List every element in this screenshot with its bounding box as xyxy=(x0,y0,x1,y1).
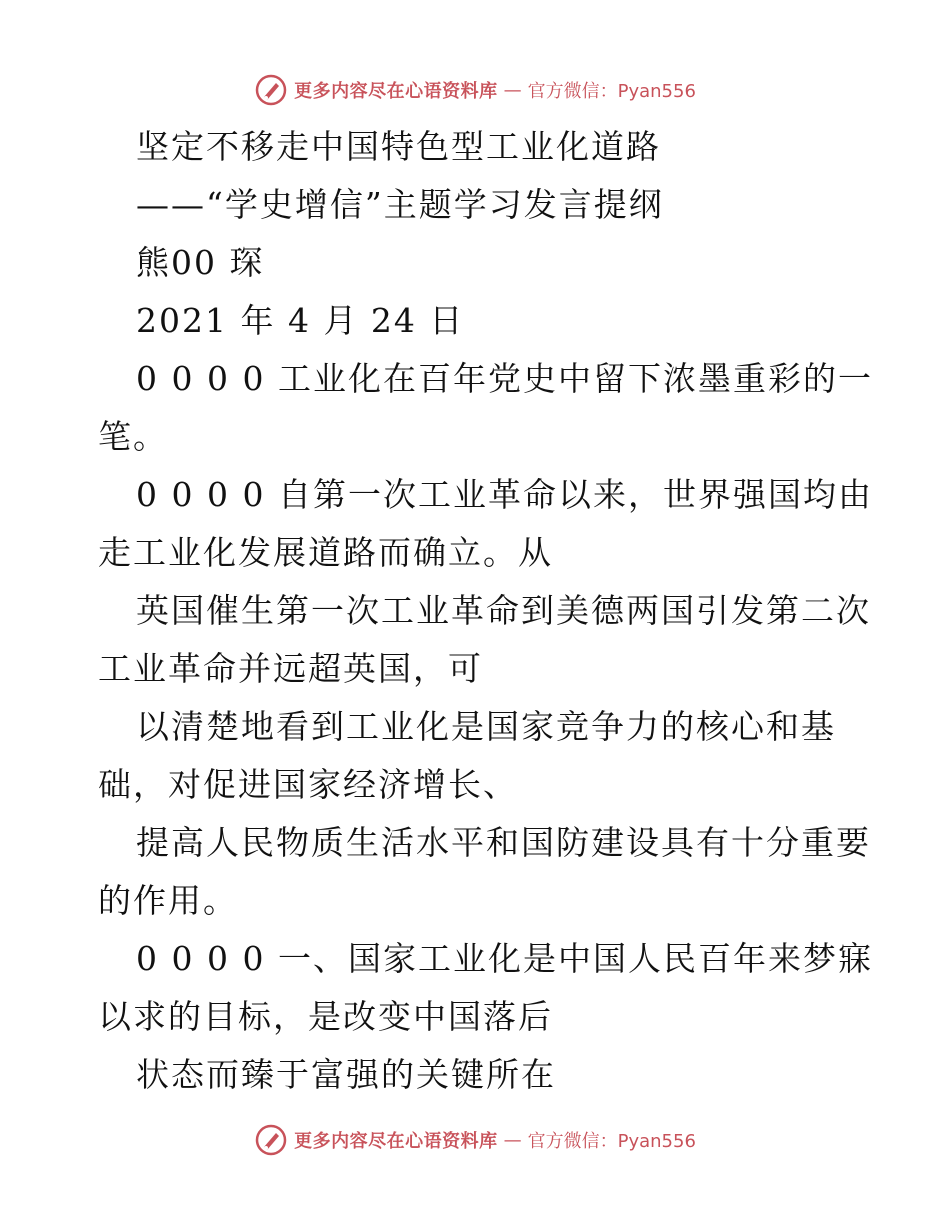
paragraph-line: 走工业化发展道路而确立。从 xyxy=(98,533,553,572)
paragraph-line: 0 0 0 0 自第一次工业革命以来，世界强国均由 xyxy=(136,475,873,514)
document-body xyxy=(98,118,873,1104)
paragraph xyxy=(98,1046,858,1104)
pen-logo-icon xyxy=(254,1123,288,1157)
banner-wechat-text: 官方微信：Pyan556 xyxy=(527,81,696,102)
banner-separator: — xyxy=(503,1129,522,1151)
paragraph xyxy=(98,350,873,466)
document-date: 2021 年 4 月 24 日 xyxy=(136,301,465,340)
paragraph-line: 0 0 0 0 一、国家工业化是中国人民百年来梦寐 xyxy=(136,939,873,978)
document-author: 熊00 琛 xyxy=(136,243,265,282)
paragraph-line: 笔。 xyxy=(98,417,168,456)
paragraph-line: 的作用。 xyxy=(98,881,238,920)
paragraph-line: 础，对促进国家经济增长、 xyxy=(98,765,518,804)
document-subtitle: ——“学史增信”主题学习发言提纲 xyxy=(136,185,664,224)
footer-watermark-banner xyxy=(0,1120,950,1160)
paragraph xyxy=(98,582,871,698)
paragraph-line: 状态而臻于富强的关键所在 xyxy=(136,1055,556,1094)
document-title: 坚定不移走中国特色型工业化道路 xyxy=(136,127,661,166)
paragraph-line: 以求的目标，是改变中国落后 xyxy=(98,997,553,1036)
paragraph-line: 提高人民物质生活水平和国防建设具有十分重要 xyxy=(136,823,871,862)
banner-brand-text: 更多内容尽在心语资料库 xyxy=(294,1131,498,1152)
header-watermark-banner xyxy=(0,70,950,110)
paragraph-line: 英国催生第一次工业革命到美德两国引发第二次 xyxy=(136,591,871,630)
paragraph-line: 以清楚地看到工业化是国家竞争力的核心和基 xyxy=(136,707,836,746)
paragraph xyxy=(98,698,858,814)
banner-separator: — xyxy=(503,79,522,101)
paragraph xyxy=(98,466,873,582)
banner-brand-text: 更多内容尽在心语资料库 xyxy=(294,81,498,102)
paragraph xyxy=(98,814,871,930)
paragraph-line: 工业革命并远超英国，可 xyxy=(98,649,483,688)
paragraph xyxy=(98,930,873,1046)
banner-wechat-text: 官方微信：Pyan556 xyxy=(527,1131,696,1152)
pen-logo-icon xyxy=(254,73,288,107)
paragraph-line: 0 0 0 0 工业化在百年党史中留下浓墨重彩的一 xyxy=(136,359,873,398)
